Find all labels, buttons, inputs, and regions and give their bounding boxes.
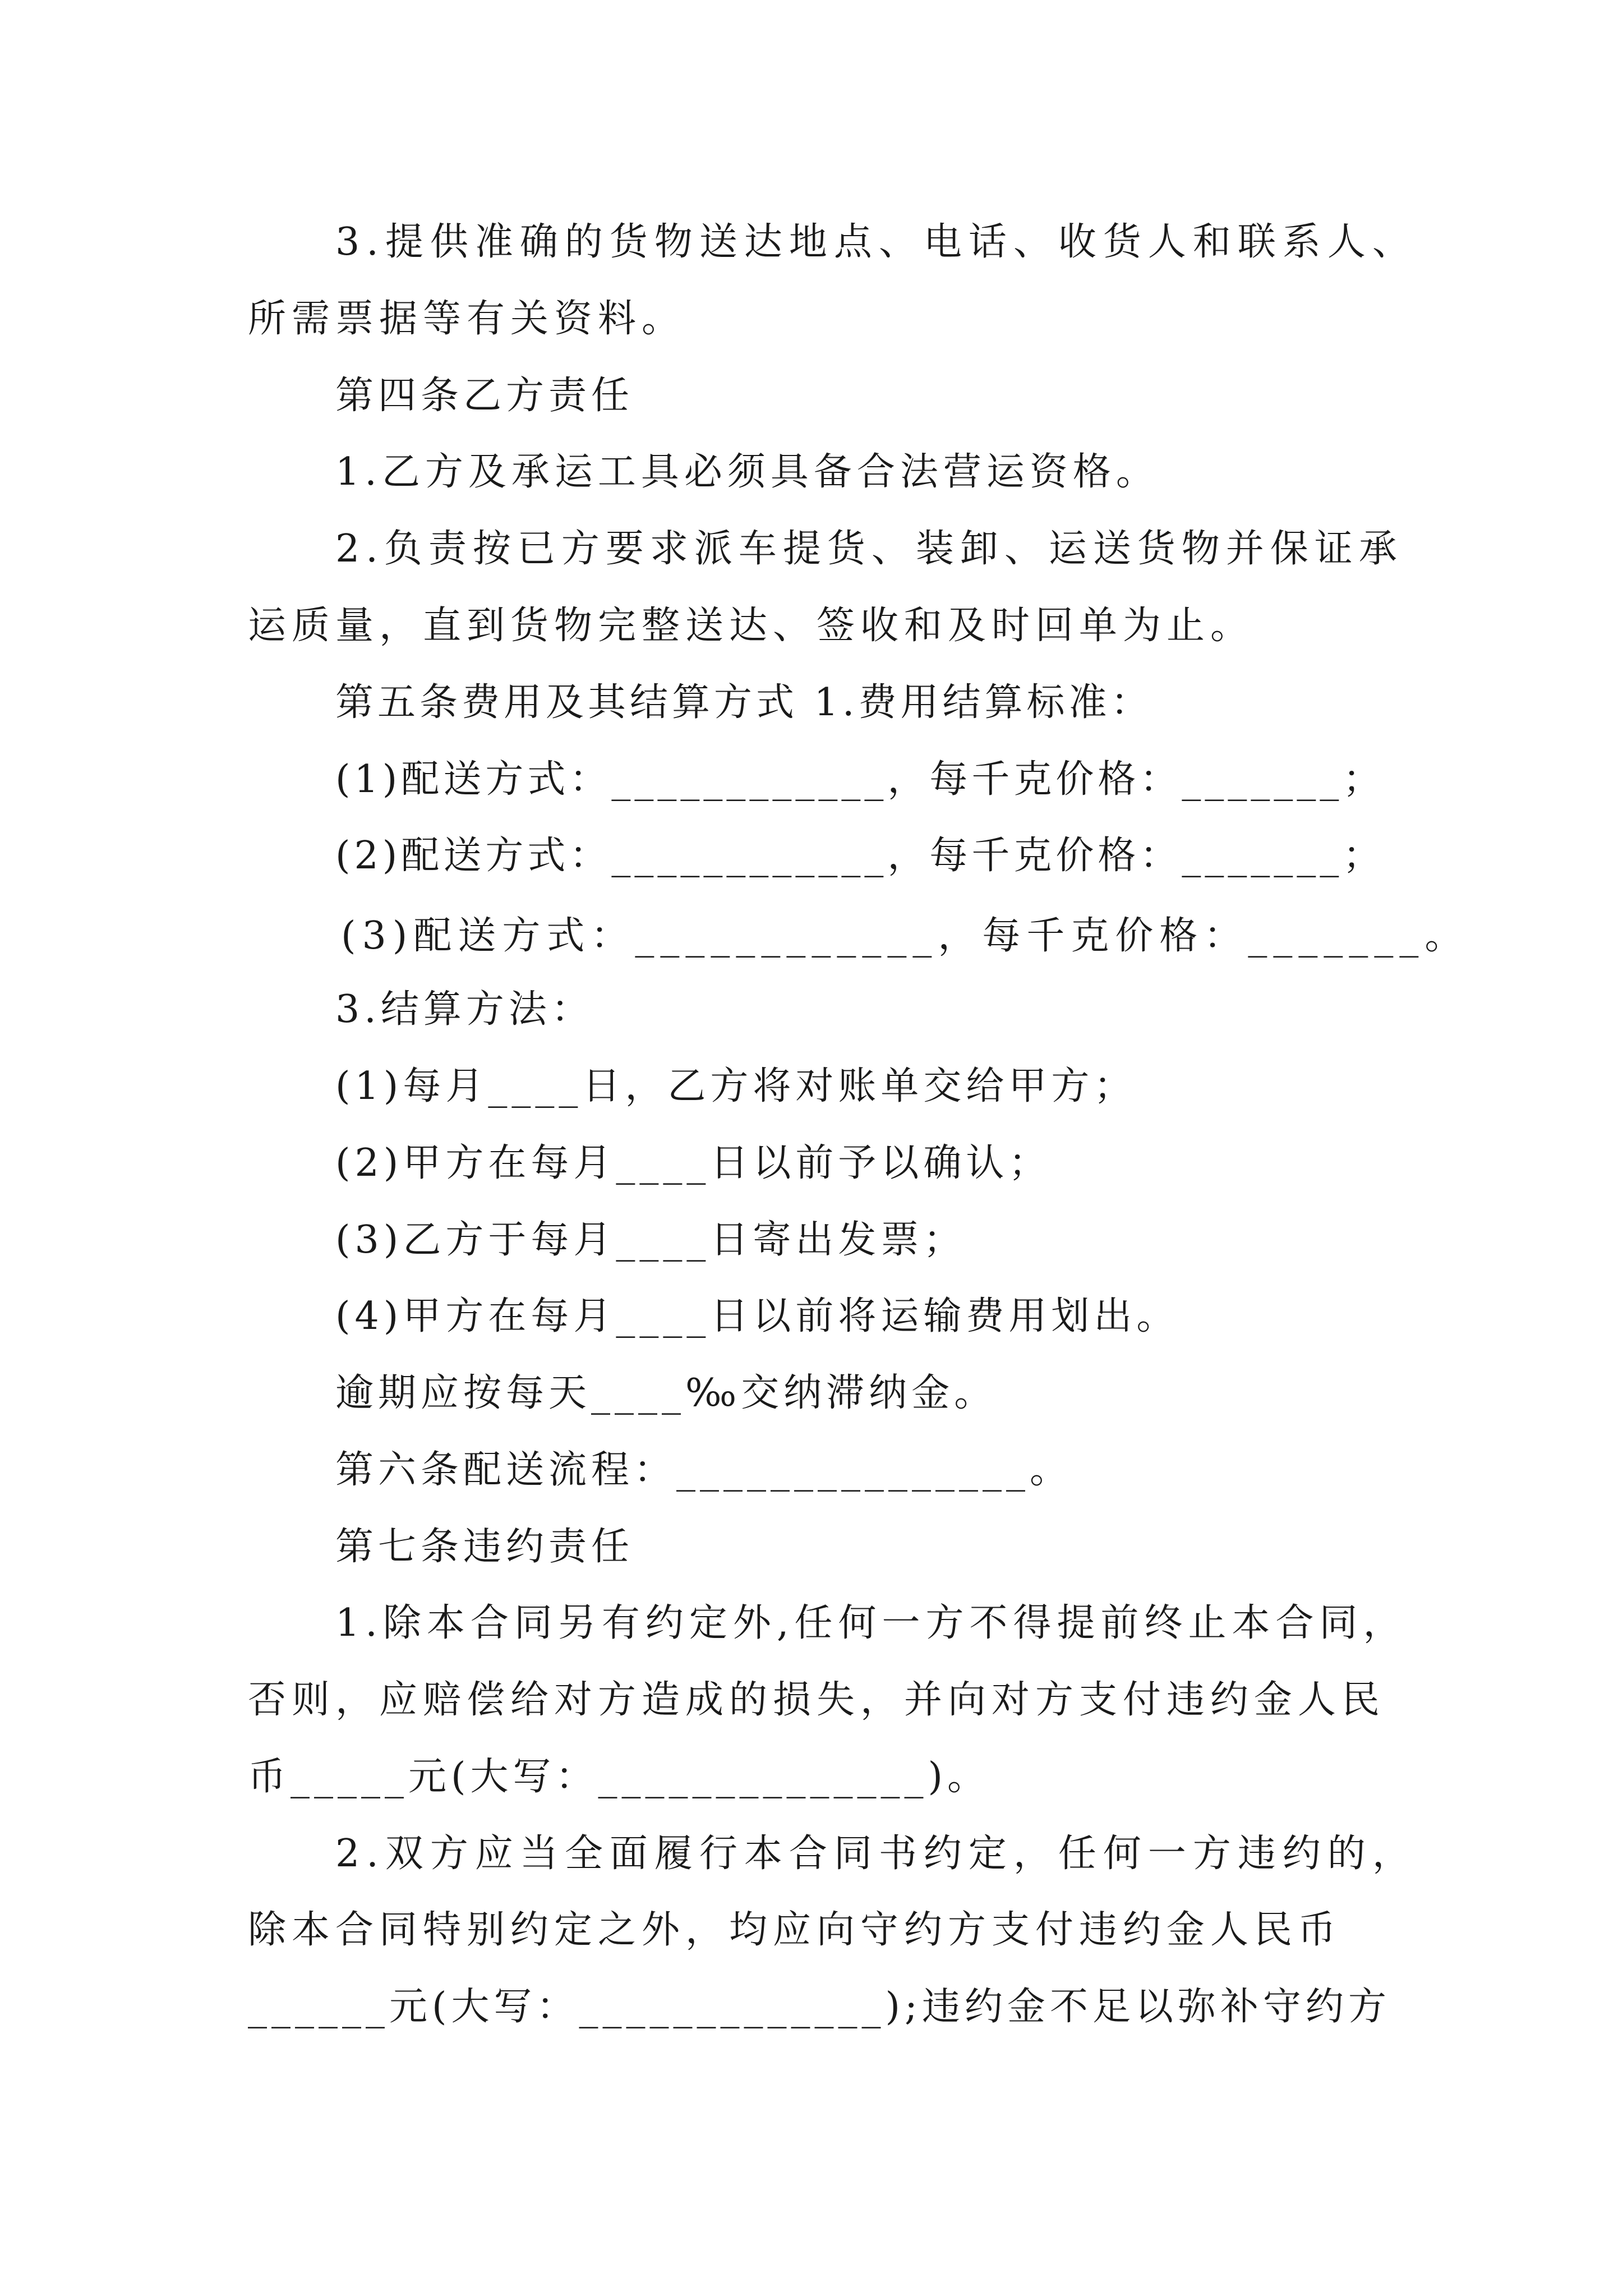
clause-7-2-line-3: ______元(大写：_____________);违约金不足以弥补守约方 (248, 1985, 1391, 2029)
delivery-method-2: (2)配送方式：____________，每千克价格：_______； (335, 834, 1385, 878)
clause-7-2-line-1: 2.双方应当全面履行本合同书约定，任何一方违约的， (335, 1832, 1417, 1876)
article-4-heading: 第四条乙方责任 (335, 374, 634, 418)
clause-4-2-line-2: 运质量，直到货物完整送达、签收和及时回单为止。 (248, 604, 1255, 648)
clause-4-2-line-1: 2.负责按已方要求派车提货、装卸、运送货物并保证承 (335, 527, 1403, 571)
clause-4-1: 1.乙方及承运工具必须具备合法营运资格。 (335, 450, 1159, 494)
clause-7-1-line-3: 币_____元(大写：______________)。 (248, 1755, 990, 1799)
settlement-step-1: (1)每月____日，乙方将对账单交给甲方； (335, 1064, 1137, 1108)
settlement-method-heading: 3.结算方法： (335, 987, 594, 1032)
delivery-method-3: (3)配送方式：____________，每千克价格：_______。 (341, 914, 1469, 958)
article-5-heading: 第五条费用及其结算方式 1.费用结算标准： (335, 680, 1153, 725)
settlement-step-2: (2)甲方在每月____日以前予以确认； (335, 1141, 1052, 1185)
settlement-step-4: (4)甲方在每月____日以前将运输费用划出。 (335, 1294, 1179, 1338)
clause-3-3-line-2: 所需票据等有关资料。 (248, 297, 686, 341)
clause-7-1-line-2: 否则，应赔偿给对方造成的损失，并向对方支付违约金人民 (248, 1678, 1386, 1722)
article-6-heading: 第六条配送流程：_______________。 (335, 1448, 1073, 1492)
settlement-step-3: (3)乙方于每月____日寄出发票； (335, 1218, 966, 1262)
late-fee-clause: 逾期应按每天____‰交纳滞纳金。 (335, 1371, 997, 1415)
clause-7-2-line-2: 除本合同特别约定之外，均应向守约方支付违约金人民币 (248, 1908, 1342, 1952)
article-7-heading: 第七条违约责任 (335, 1525, 634, 1569)
clause-7-1-line-1: 1.除本合同另有约定外,任何一方不得提前终止本合同， (335, 1601, 1407, 1645)
delivery-method-1: (1)配送方式：____________，每千克价格：_______； (335, 757, 1385, 802)
clause-3-3-line-1: 3.提供准确的货物送达地点、电话、收货人和联系人、 (335, 220, 1417, 264)
